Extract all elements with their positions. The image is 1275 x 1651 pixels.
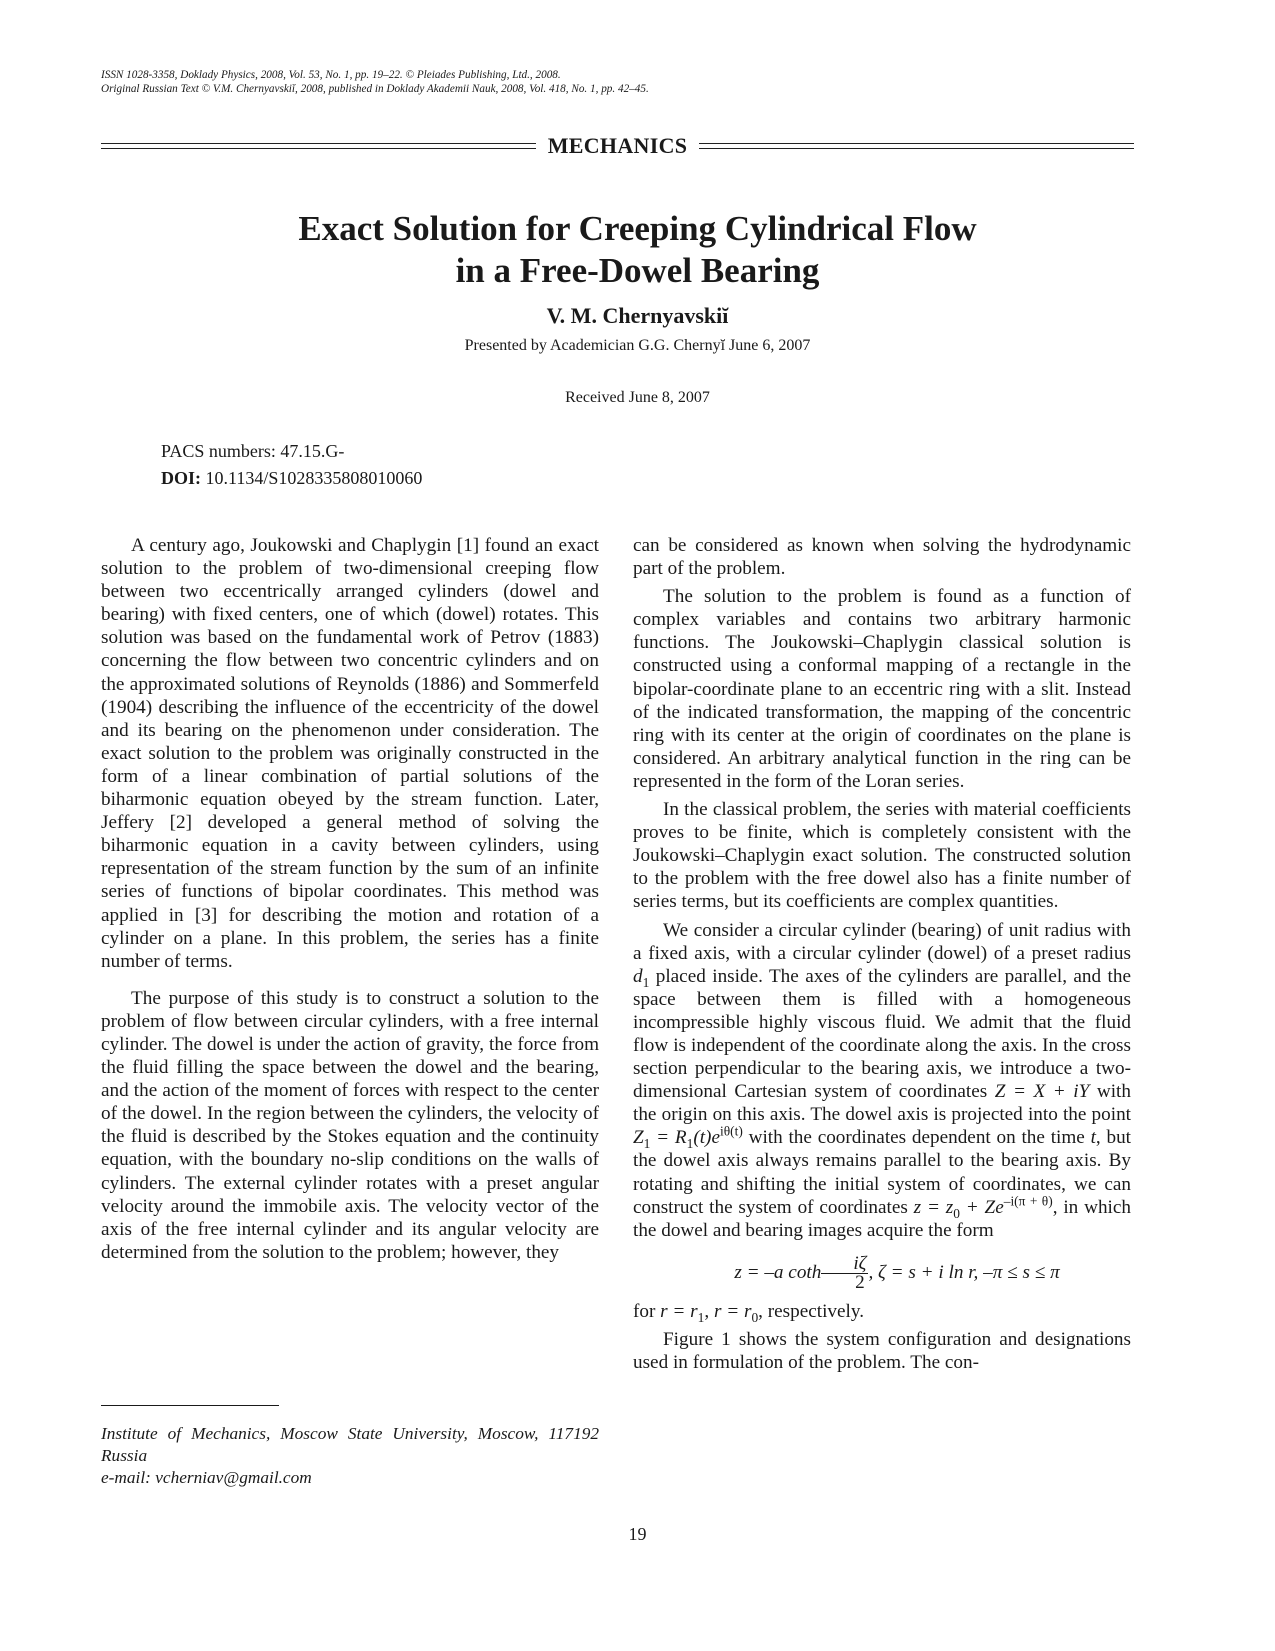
paragraph: The solution to the problem is found as a function of complex variables and contains two arbitrary harmonic functions. The Joukowski–Chaplygin classical solution is constructed using a conformal mapping of a rectangle in the bipolar-coordinate plane to an eccentric ring with a slit. Instead of the indicated transformation, the mapping of the concentric ring with its center at the origin of coordinates on the plane is considered. An arbitrary analytical function in the ring can be represented in the form of the Loran series. [633,586,1131,792]
paragraph: In the classical problem, the series with material coefficients proves to be finite, which is completely consistent with the Joukowski–Chaplygin exact solution. The constructed solution to the problem with the free dowel also has a finite number of series terms, but its coefficients are complex quantities. [633,799,1131,913]
doi-label: DOI: [161,468,201,488]
footnote [101,1423,599,1489]
text-run: for [633,1300,661,1322]
math-sup: iθ(t) [719,1123,743,1139]
page-number: 19 [628,1524,647,1544]
section-rule-right [699,143,1134,149]
math-sup: –i(π + θ) [1003,1193,1053,1209]
math-inline: = R [650,1127,687,1149]
pacs-numbers: PACS numbers: 47.15.G- [161,441,345,461]
text-run: We consider a circular cylinder (bearing) of unit radius with a fixed axis, with a circular cylinder (dowel) of a preset radius [633,919,1131,964]
math-inline: r = r [660,1300,698,1322]
right-column [633,534,1131,1374]
text-run: with the coordinates dependent on the time [742,1127,1091,1149]
footnote-email: e-mail: vcherniav@gmail.com [101,1468,312,1487]
paragraph: Figure 1 shows the system configuration and designations used in formulation of the problem. The con- [633,1328,1131,1373]
formula-fraction [821,1252,868,1293]
presented-by: Presented by Academician G.G. Chernyĭ June 6, 2007 [464,337,811,354]
math-sub: 0 [751,1309,759,1325]
math-inline: z = z [913,1196,954,1218]
journal-header-line-1: ISSN 1028-3358, Doklady Physics, 2008, Vol. 53, No. 1, pp. 19–22. © Pleiades Publishing, Ltd., 2008. [101,69,561,81]
received-date: Received June 8, 2007 [565,389,710,406]
text-run: , respectively. [758,1300,865,1322]
paragraph: A century ago, Joukowski and Chaplygin [1] found an exact solution to the problem of two-dimensional creeping flow between two eccentrically arranged cylinders (dowel and bearing) with fixed centers, one of which (dowel) rotates. This solution was based on the fundamental work of Petrov (1883) concerning the flow between two concentric cylinders and on the approximated solutions of Reynolds (1886) and Sommerfeld (1904) describing the influence of the eccentricity of the dowel and its bearing on the phenomenon under consideration. The exact solution to the problem was originally constructed in the form of a linear combination of partial solutions of the biharmonic equation obeyed by the stream function. Later, Jeffery [2] developed a general method of solving the biharmonic equation in a cavity between cylinders, using representation of the stream function by the sum of an infinite series of functions of bipolar coordinates. This method was applied in [3] for describing the motion and rotation of a cylinder on a plane. In this problem, the series has a finite number of terms. [101,535,599,972]
journal-header-line-2: Original Russian Text © V.M. Chernyavskiĭ, 2008, published in Doklady Akademii Nauk, 2008, Vol. 418, No. 1, pp. 42–45. [101,83,649,95]
paper-title-line-2: in a Free-Dowel Bearing [455,251,820,290]
section-rule-left [101,143,536,149]
display-formula [633,1252,1131,1294]
text-run: placed inside. The axes of the cylinders are parallel, and the space between them is filled with a homogeneous incompressible highly viscous fluid. We admit that the fluid flow is independent of the coordinate along the axis. In the cross section perpendicular to the bearing axis, we introduce a two-dimensional Cartesian system of coordinates [633,965,1131,1103]
doi-value: 10.1134/S1028335808010060 [201,468,423,488]
paper-title-line-1: Exact Solution for Creeping Cylindrical Flow [298,209,977,248]
math-var: Z [633,1127,644,1149]
text-run: with the origin on this axis. The dowel axis is projected into the point [633,1081,1131,1126]
text-run: , but the dowel axis always remains parallel to the bearing axis. By rotating and shifting the initial system of coordinates, we can construct the system of coordinates [633,1127,1132,1218]
fraction-numerator: iζ [821,1255,868,1274]
doi [161,468,422,489]
math-inline: r = r [713,1300,752,1322]
fraction-denominator: 2 [855,1271,865,1293]
math-inline: Z = X + iY [994,1081,1090,1103]
text-run: , [704,1300,714,1322]
footnote-rule [101,1405,279,1406]
math-sub: 0 [953,1205,960,1221]
author-name: V. M. Chernyavskiĭ [546,303,729,328]
section-label: MECHANICS [547,133,688,158]
paragraph [633,1300,1131,1323]
paragraph: can be considered as known when solving the hydrodynamic part of the problem. [633,535,1131,580]
formula-lhs: z = –a coth [734,1261,822,1283]
math-sub: 1 [697,1309,705,1325]
paragraph [633,919,1131,1242]
formula-rest: , ζ = s + i ln r, –π ≤ s ≤ π [868,1261,1060,1283]
math-var: t [1090,1127,1096,1149]
math-inline: + Ze [959,1196,1004,1218]
math-sub: 1 [686,1136,694,1152]
section-heading [101,133,1134,159]
paper-title [0,208,1275,292]
journal-header [101,68,1141,96]
paragraph: The purpose of this study is to construct a solution to the problem of flow between circular cylinders, with a free internal cylinder. The dowel is under the action of gravity, the force from the fluid filling the space between the dowel and the bearing, and the action of the moment of forces with respect to the center of the dowel. In the region between the cylinders, the velocity of the fluid is described by the Stokes equation and the continuity equation, with the boundary no-slip conditions on the walls of cylinders. The external cylinder rotates with a preset angular velocity around the immobile axis. The velocity vector of the axis of the free internal cylinder and its angular velocity are determined from the solution to the problem; however, they [101,987,599,1263]
math-sub: 1 [643,1136,651,1152]
math-sub: 1 [642,974,650,990]
footnote-affiliation: Institute of Mechanics, Moscow State University, Moscow, 117192 Russia [101,1424,599,1465]
left-column [101,534,599,1264]
math-var: d [633,965,643,987]
text-run: , in which the dowel and bearing images acquire the form [633,1196,1131,1241]
math-inline: (t)e [693,1127,720,1149]
